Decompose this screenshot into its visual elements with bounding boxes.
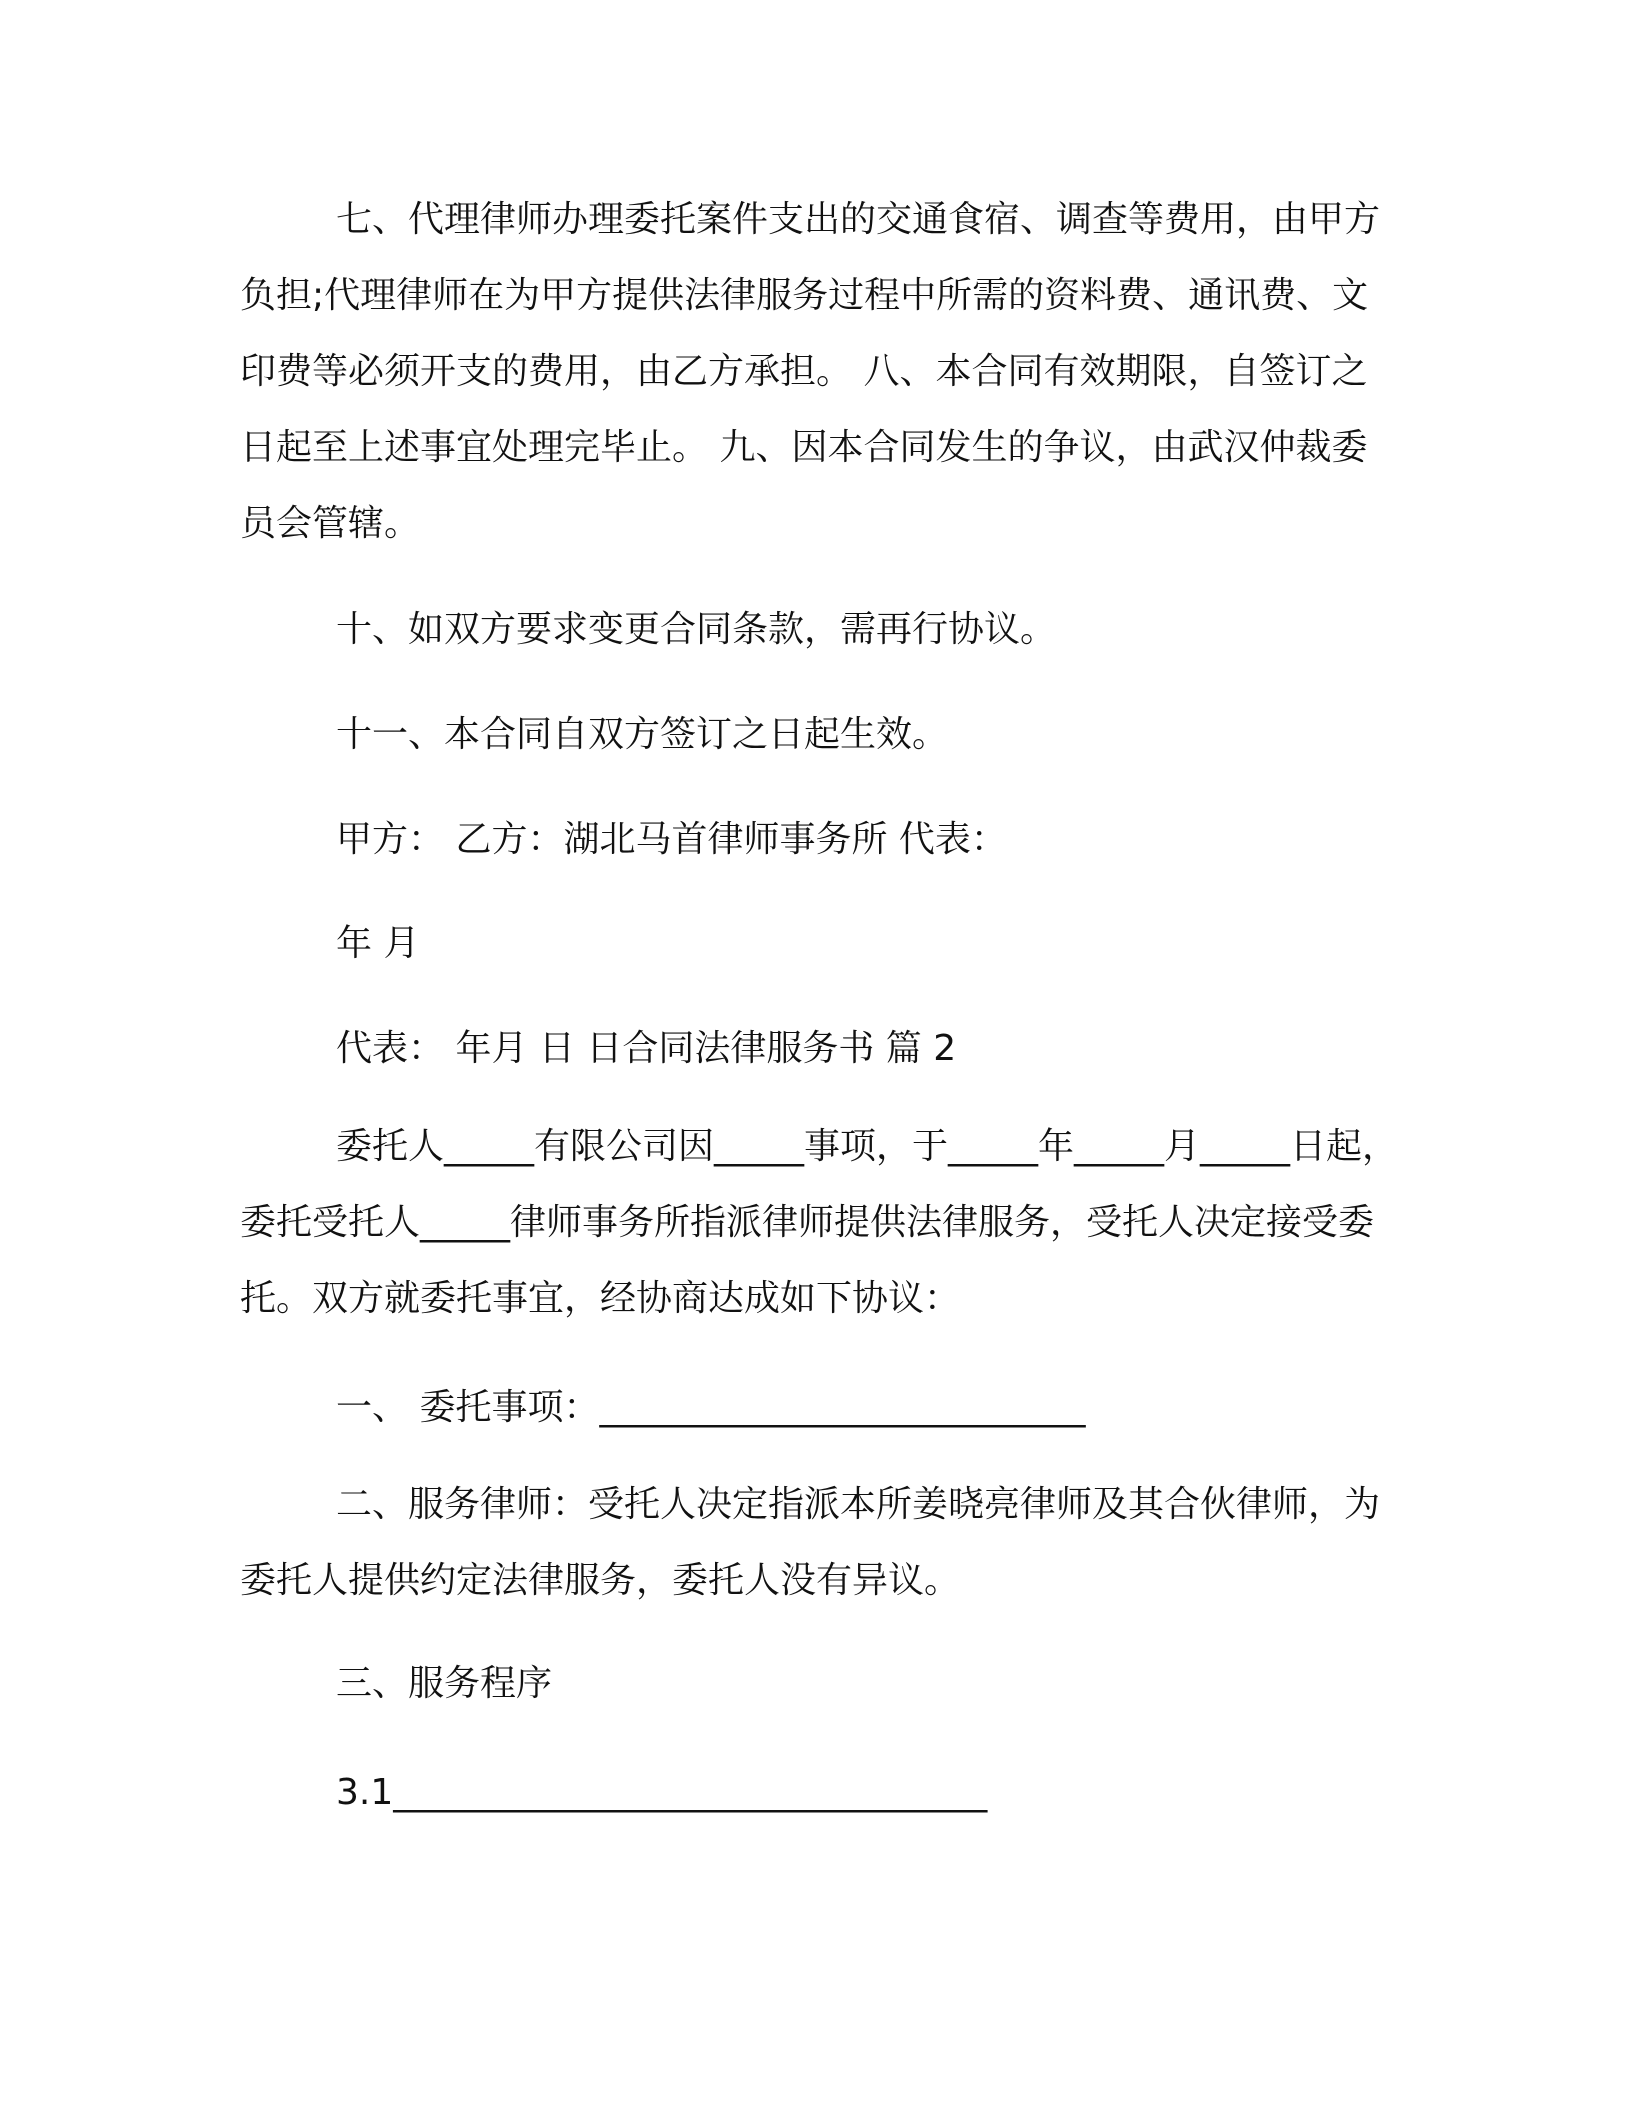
paragraph-clause-11: 十一、本合同自双方签订之日起生效。 <box>336 714 949 755</box>
paragraph-section-1: 一、 委托事项：___________________________ <box>336 1387 1086 1428</box>
paragraph-entrustment: 委托人_____有限公司因_____事项，于_____年_____月_____日起，委托受托人_____律师事务所指派律师提供法律服务，受托人决定接受委托。双方就委托事宜，经协商达成如下协议： <box>240 1126 1399 1319</box>
paragraph-section-3: 三、服务程序 <box>336 1663 553 1704</box>
paragraph-parties: 甲方： 乙方：湖北马首律师事务所 代表： <box>336 819 1007 860</box>
paragraph-section-2: 二、服务律师：受托人决定指派本所姜晓亮律师及其合伙律师，为委托人提供约定法律服务，委托人没有异议。 <box>240 1484 1381 1601</box>
paragraph-section-3-1: 3.1_________________________________ <box>336 1772 988 1813</box>
paragraph-clause-7-9: 七、代理律师办理委托案件支出的交通食宿、调查等费用，由甲方负担;代理律师在为甲方提供法律服务过程中所需的资料费、通讯费、文印费等必须开支的费用，由乙方承担。 八、本合同有效期限，自签订之日起至上述事宜处理完毕止。 九、因本合同发生的争议，由武汉仲裁委员会管辖。 <box>240 199 1381 544</box>
paragraph-clause-10: 十、如双方要求变更合同条款，需再行协议。 <box>336 609 1057 650</box>
paragraph-date: 年 月 <box>336 923 420 964</box>
paragraph-representative: 代表： 年月 日 日合同法律服务书 篇 2 <box>336 1028 957 1069</box>
